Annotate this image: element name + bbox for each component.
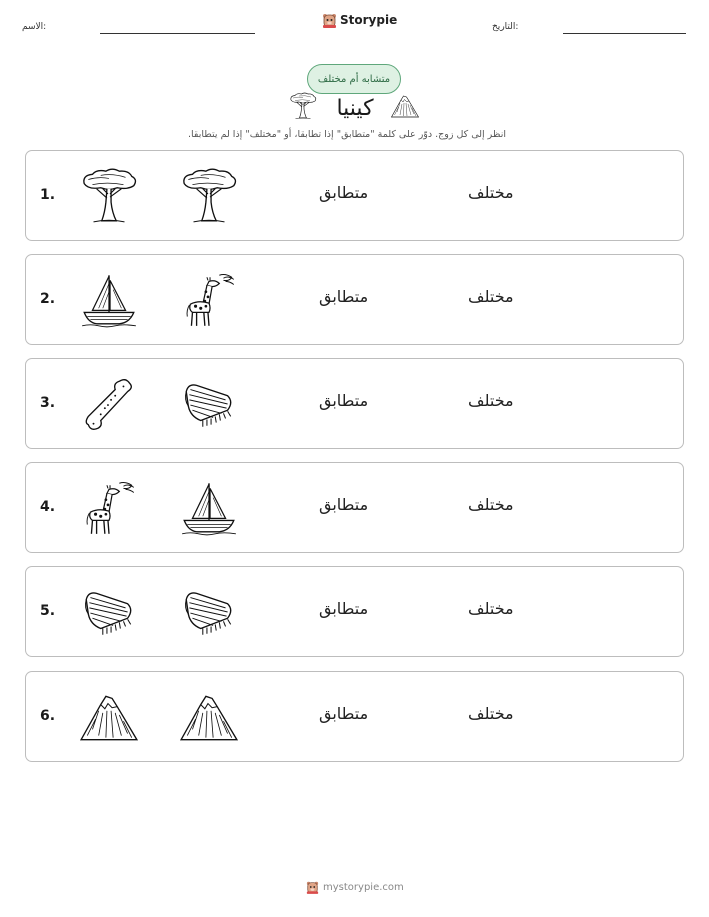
question-row bbox=[25, 566, 684, 657]
question-number: 3. bbox=[40, 395, 56, 411]
option-different[interactable]: مختلف bbox=[468, 391, 514, 410]
date-label: التاريخ: bbox=[492, 22, 519, 32]
acacia-tree-icon bbox=[287, 92, 319, 120]
blanket-icon bbox=[78, 583, 140, 641]
footer bbox=[306, 880, 404, 894]
option-different[interactable]: مختلف bbox=[468, 599, 514, 618]
question-number: 5. bbox=[40, 603, 56, 619]
option-same[interactable]: متطابق bbox=[319, 391, 369, 410]
question-number: 4. bbox=[40, 499, 56, 515]
acacia-tree-icon bbox=[78, 167, 140, 225]
option-same[interactable]: متطابق bbox=[319, 704, 369, 723]
storypie-mascot-icon bbox=[306, 880, 319, 894]
option-same[interactable]: متطابق bbox=[319, 495, 369, 514]
question-row bbox=[25, 358, 684, 449]
question-row bbox=[25, 150, 684, 241]
sailboat-icon bbox=[178, 479, 240, 537]
question-row bbox=[25, 462, 684, 553]
question-row bbox=[25, 254, 684, 345]
giraffe-icon bbox=[178, 271, 240, 329]
bone-icon bbox=[78, 375, 140, 433]
option-same[interactable]: متطابق bbox=[319, 183, 369, 202]
option-same[interactable]: متطابق bbox=[319, 599, 369, 618]
question-row bbox=[25, 671, 684, 762]
option-different[interactable]: مختلف bbox=[468, 287, 514, 306]
giraffe-icon bbox=[78, 479, 140, 537]
name-line[interactable] bbox=[100, 33, 255, 34]
option-different[interactable]: مختلف bbox=[468, 495, 514, 514]
mountain-icon bbox=[78, 688, 140, 746]
option-same[interactable]: متطابق bbox=[319, 287, 369, 306]
blanket-icon bbox=[178, 375, 240, 433]
question-number: 1. bbox=[40, 187, 56, 203]
option-different[interactable]: مختلف bbox=[468, 704, 514, 723]
footer-website[interactable]: mystorypie.com bbox=[323, 881, 404, 893]
instructions: انظر إلى كل زوج. دوّر على كلمة "متطابق" إذا تطابقا، أو "مختلف" إذا لم يتطابقا. bbox=[187, 129, 506, 140]
blanket-icon bbox=[178, 583, 240, 641]
question-number: 6. bbox=[40, 708, 56, 724]
page-title: كينيا bbox=[336, 96, 374, 121]
date-line[interactable] bbox=[563, 33, 686, 34]
mountain-icon bbox=[178, 688, 240, 746]
mountain-icon bbox=[389, 92, 421, 120]
worksheet-type-badge: متشابه أم مختلف bbox=[307, 64, 401, 94]
sailboat-icon bbox=[78, 271, 140, 329]
acacia-tree-icon bbox=[178, 167, 240, 225]
question-number: 2. bbox=[40, 291, 56, 307]
brand-logo bbox=[322, 12, 397, 28]
name-label: الاسم: bbox=[22, 22, 47, 32]
option-different[interactable]: مختلف bbox=[468, 183, 514, 202]
storypie-mascot-icon bbox=[322, 12, 337, 28]
brand-name: Storypie bbox=[340, 13, 398, 27]
